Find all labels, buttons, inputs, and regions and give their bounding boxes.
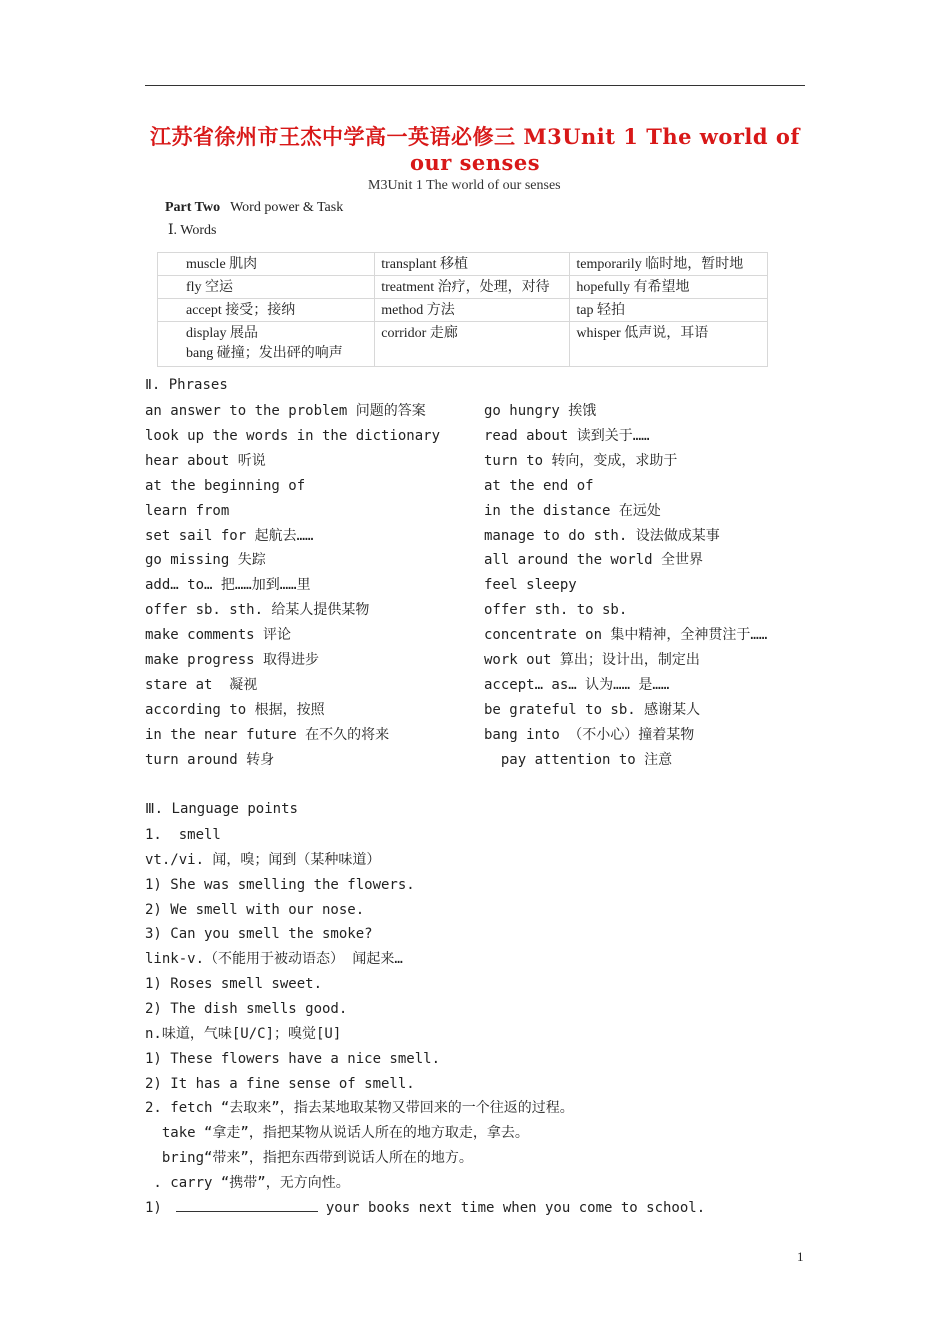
phrase-item: stare at 凝视 <box>145 676 258 693</box>
part-title: Word power & Task <box>230 200 344 215</box>
answer-blank[interactable] <box>176 1199 318 1212</box>
phrase-item: turn around 转身 <box>145 751 275 768</box>
page-number: 1 <box>797 1249 804 1264</box>
table-cell: transplant 移植 <box>375 253 570 276</box>
language-line: bring“带来”，指把东西带到说话人所在的地方。 <box>145 1150 473 1167</box>
part-heading <box>165 200 343 216</box>
phrase-item: read about 读到关于…… <box>484 427 650 444</box>
table-cell: temporarily 临时地，暂时地 <box>570 253 768 276</box>
phrase-item: in the distance 在远处 <box>484 502 661 519</box>
phrase-item: an answer to the problem 问题的答案 <box>145 403 426 419</box>
phrase-item: turn to 转向，变成，求助于 <box>484 452 678 469</box>
document-title <box>145 124 805 176</box>
phrases-heading: Ⅱ. Phrases <box>145 377 228 393</box>
language-line: take “拿走”，指把某物从说话人所在的地方取走，拿去。 <box>145 1125 529 1142</box>
part-label: Part Two <box>165 200 221 215</box>
language-line: 1. smell <box>145 827 221 843</box>
language-line: link-v.（不能用于被动语态） 闻起来… <box>145 951 403 968</box>
words-heading: Ⅰ. Words <box>168 223 217 238</box>
table-row <box>158 299 768 322</box>
words-table <box>157 252 768 367</box>
phrase-item: be grateful to sb. 感谢某人 <box>484 701 701 718</box>
phrase-item: at the beginning of <box>145 477 306 494</box>
language-line: vt./vi. 闻，嗅；闻到（某种味道） <box>145 851 381 868</box>
phrase-item: in the near future 在不久的将来 <box>145 726 390 743</box>
language-line: 1) Roses smell sweet. <box>145 976 323 993</box>
exercise-line <box>145 1199 705 1217</box>
table-cell: muscle 肌肉 <box>158 253 375 276</box>
language-points-heading: Ⅲ. Language points <box>145 801 298 817</box>
exercise-number: 1) <box>145 1200 162 1216</box>
title-line-1: 江苏省徐州市王杰中学高一英语必修三 M3Unit 1 The world of <box>150 124 800 149</box>
phrase-item: learn from <box>145 502 230 519</box>
phrase-item: hear about 听说 <box>145 452 266 469</box>
table-row <box>158 253 768 276</box>
table-cell: hopefully 有希望地 <box>570 276 768 299</box>
header-rule <box>145 85 805 86</box>
phrase-item: set sail for 起航去…… <box>145 527 314 544</box>
table-cell: corridor 走廊 <box>375 322 570 367</box>
language-line: 2) The dish smells good. <box>145 1000 348 1017</box>
phrase-item: make comments 评论 <box>145 627 292 644</box>
table-cell: tap 轻拍 <box>570 299 768 322</box>
phrase-item: look up the words in the dictionary <box>145 427 441 444</box>
table-cell: method 方法 <box>375 299 570 322</box>
phrase-item: according to 根据，按照 <box>145 701 325 718</box>
table-cell: display 展品 bang 碰撞；发出砰的响声 <box>158 322 375 367</box>
table-row <box>158 322 768 367</box>
table-cell: fly 空运 <box>158 276 375 299</box>
document-subtitle: M3Unit 1 The world of our senses <box>368 178 561 193</box>
phrase-item: offer sth. to sb. <box>484 602 628 619</box>
phrase-item: at the end of <box>484 477 594 494</box>
language-line: 3) Can you smell the smoke? <box>145 926 373 943</box>
phrase-item: offer sb. sth. 给某人提供某物 <box>145 602 370 619</box>
phrase-item: bang into （不小心）撞着某物 <box>484 726 695 743</box>
language-line: n.味道，气味[U/C]；嗅觉[U] <box>145 1025 342 1042</box>
table-cell: treatment 治疗，处理，对待 <box>375 276 570 299</box>
phrase-item: accept… as… 认为…… 是…… <box>484 676 670 693</box>
table-cell: accept 接受；接纳 <box>158 299 375 322</box>
phrase-item: pay attention to 注意 <box>484 751 673 768</box>
phrase-item: manage to do sth. 设法做成某事 <box>484 527 720 544</box>
language-line: 2) We smell with our nose. <box>145 901 365 918</box>
language-line: 2. fetch “去取来”，指去某地取某物又带回来的一个往返的过程。 <box>145 1100 574 1117</box>
phrase-item: feel sleepy <box>484 577 577 594</box>
table-cell: whisper 低声说，耳语 <box>570 322 768 367</box>
phrase-item: go missing 失踪 <box>145 552 266 569</box>
exercise-text: your books next time when you come to school. <box>325 1200 706 1216</box>
language-line: 2) It has a fine sense of smell. <box>145 1075 415 1092</box>
language-line: . carry “携带”，无方向性。 <box>145 1174 350 1191</box>
language-line: 1) She was smelling the flowers. <box>145 876 415 893</box>
language-line: 1) These flowers have a nice smell. <box>145 1050 441 1067</box>
phrase-item: go hungry 挨饿 <box>484 403 597 419</box>
phrase-item: add… to… 把……加到……里 <box>145 577 311 594</box>
table-row <box>158 276 768 299</box>
phrase-item: concentrate on 集中精神，全神贯注于…… <box>484 627 768 644</box>
phrase-item: work out 算出；设计出，制定出 <box>484 652 700 668</box>
phrase-item: all around the world 全世界 <box>484 552 704 569</box>
title-line-2: our senses <box>409 150 541 175</box>
phrase-item: make progress 取得进步 <box>145 652 320 668</box>
